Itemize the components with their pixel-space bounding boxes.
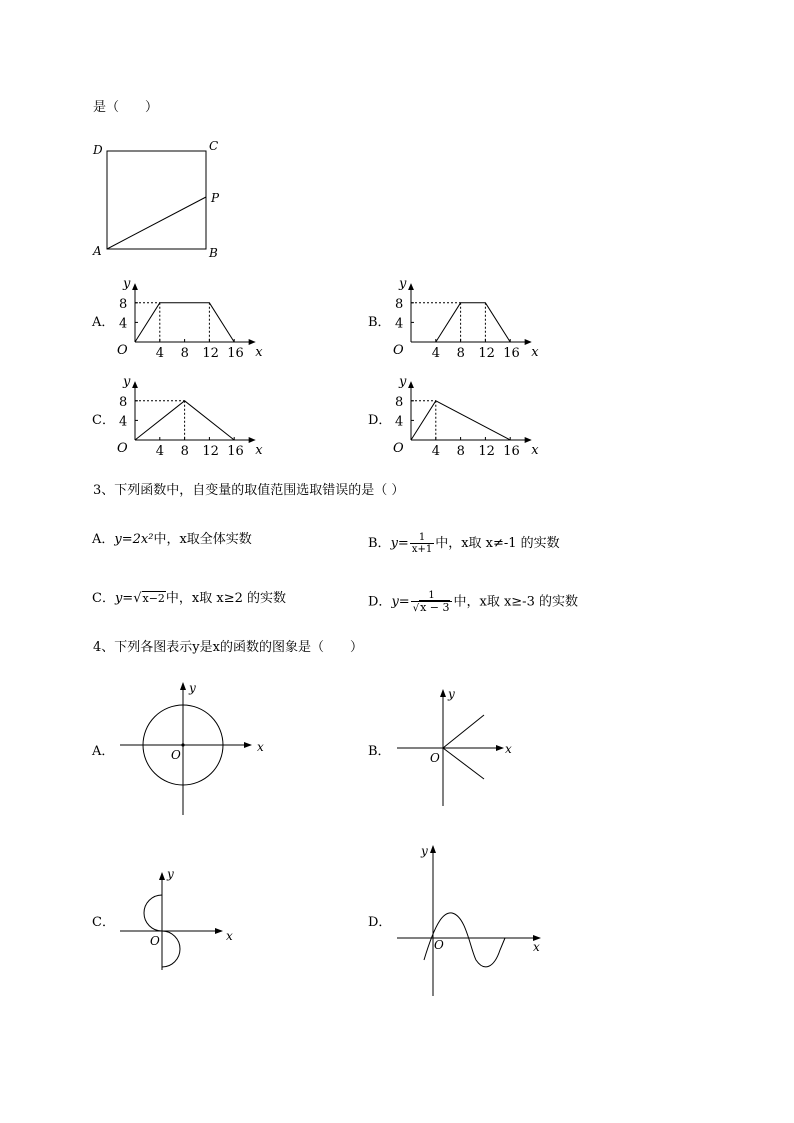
q3-d-num: 1 (411, 590, 453, 602)
q2-c-y-label: y (123, 374, 131, 390)
q3-c-tail: 中，x取 x≥2 的实数 (165, 591, 287, 606)
q3-b-label: B． (368, 536, 391, 551)
vertex-d: D (93, 143, 103, 157)
q2-d-xlabel-12: 12 (478, 444, 495, 459)
q2-c-x-label: x (255, 443, 263, 458)
q4-b-x-label: x (505, 742, 512, 756)
q4-b-y-label: y (448, 687, 455, 701)
q3-b-tail: 中，x取 x≠-1 的实数 (435, 536, 560, 551)
q2-stem-tail: 是（ ） (93, 100, 159, 115)
q3-c-label: C． (92, 591, 115, 606)
sqrt-sign: √ (133, 591, 142, 606)
q2-b-xlabel-4: 4 (431, 346, 441, 361)
q4-option-a-label: A． (92, 744, 115, 759)
point-p: P (211, 191, 220, 205)
q3-b-func-pre: y= (390, 536, 409, 551)
vertex-a: A (93, 244, 102, 258)
q4-option-c-label: C． (92, 915, 115, 930)
q2-option-d-label: D． (368, 413, 392, 428)
q3-d-label: D． (368, 594, 392, 610)
q2-d-xlabel-16: 16 (503, 444, 520, 459)
q2-b-xlabel-12: 12 (478, 346, 495, 361)
q4-d-y-label: y (421, 844, 428, 858)
q4-c-x-label: x (226, 929, 233, 943)
q3-c-func-pre: y= (114, 591, 134, 606)
q2-a-ylabel-8: 8 (119, 296, 128, 312)
q2-c-xlabel-4: 4 (155, 444, 165, 459)
q3-b-num: 1 (410, 532, 434, 544)
q2-b-origin: O (393, 343, 404, 358)
q3-a-label: A． (92, 532, 115, 547)
q2-c-origin: O (117, 441, 128, 456)
q3-d-func-pre: y= (391, 594, 410, 610)
q2-b-y-label: y (399, 276, 407, 292)
q2-c-ylabel-8: 8 (119, 394, 128, 410)
q2-a-xlabel-4: 4 (155, 346, 165, 361)
q2-c-ylabel-4: 4 (119, 414, 128, 430)
q4-option-d-label: D． (368, 915, 392, 930)
q2-c-xlabel-12: 12 (202, 444, 219, 459)
vertex-c: C (209, 139, 219, 153)
q4-d-x-label: x (533, 940, 540, 954)
q3-a-func: y=2x² (114, 532, 154, 547)
q2-a-y-label: y (123, 276, 131, 292)
q3-a-tail: 中，x取全体实数 (153, 532, 252, 547)
q2-a-ylabel-4: 4 (119, 316, 128, 332)
q4-option-b-label: B． (368, 744, 391, 759)
q2-c-xlabel-16: 16 (227, 444, 244, 459)
q2-b-xlabel-16: 16 (503, 346, 520, 361)
q2-a-xlabel-16: 16 (227, 346, 244, 361)
q4-graph-d (397, 846, 540, 996)
q4-graph-c (120, 873, 222, 970)
q4-a-y-label: y (189, 681, 196, 695)
q2-a-x-label: x (255, 345, 263, 360)
q2-b-ylabel-8: 8 (395, 296, 404, 312)
q3-d-den: x − 3 (420, 601, 450, 614)
q2-d-origin: O (393, 441, 404, 456)
q2-d-ylabel-4: 4 (395, 414, 404, 430)
q2-a-origin: O (117, 343, 128, 358)
q4-graph-b (397, 690, 503, 806)
q2-d-xlabel-8: 8 (456, 444, 465, 459)
q4-c-y-label: y (167, 867, 174, 881)
q2-b-x-label: x (531, 345, 539, 360)
q4-a-origin: O (171, 748, 181, 762)
q4-stem: 4、下列各图表示y是x的函数的图象是（ ） (93, 640, 363, 655)
q3-b-den: x+1 (411, 544, 433, 555)
q4-b-origin: O (430, 751, 440, 765)
q2-d-x-label: x (531, 443, 539, 458)
q4-a-x-label: x (257, 740, 264, 754)
q2-b-xlabel-8: 8 (456, 346, 465, 361)
q2-d-y-label: y (399, 374, 407, 390)
vertex-b: B (209, 246, 218, 260)
q2-d-xlabel-4: 4 (431, 444, 441, 459)
q2-a-xlabel-8: 8 (180, 346, 189, 361)
q2-a-xlabel-12: 12 (202, 346, 219, 361)
q3-c-radicand: x−2 (142, 592, 165, 605)
q4-c-origin: O (150, 934, 160, 948)
q2-option-c-label: C． (92, 413, 115, 428)
q3-d-den-wrap: √x − 3 (412, 601, 450, 614)
q3-stem: 3、下列函数中，自变量的取值范围选取错误的是（ ） (93, 483, 405, 498)
q3-d-tail: 中，x取 x≥-3 的实数 (453, 594, 578, 610)
q2-b-ylabel-4: 4 (395, 316, 404, 332)
q2-c-xlabel-8: 8 (180, 444, 189, 459)
q2-d-ylabel-8: 8 (395, 394, 404, 410)
q2-option-a-label: A． (92, 315, 115, 330)
q2-option-b-label: B． (368, 315, 391, 330)
q4-d-origin: O (434, 938, 444, 952)
q4-graph-a (120, 683, 251, 815)
